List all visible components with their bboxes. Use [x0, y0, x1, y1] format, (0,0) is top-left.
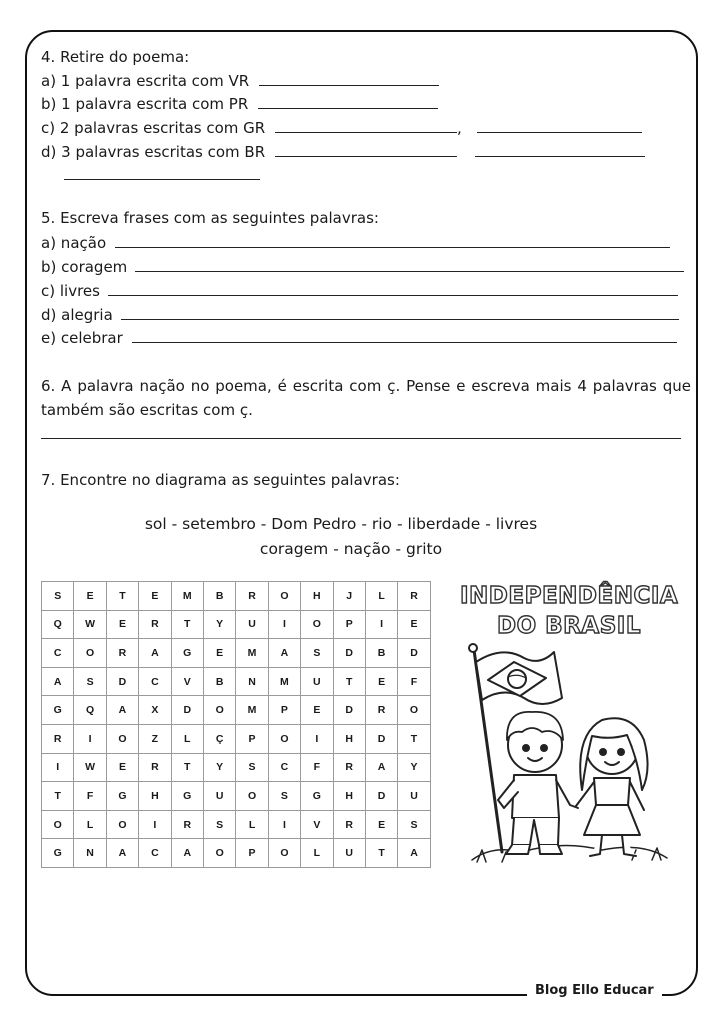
- grid-cell[interactable]: C: [139, 667, 171, 696]
- grid-cell[interactable]: U: [301, 667, 333, 696]
- grid-cell[interactable]: H: [301, 582, 333, 611]
- grid-cell[interactable]: E: [203, 639, 235, 668]
- grid-cell[interactable]: O: [42, 810, 74, 839]
- grid-cell[interactable]: E: [301, 696, 333, 725]
- q5-item-b-label: b) coragem: [41, 258, 128, 276]
- grid-cell[interactable]: R: [139, 753, 171, 782]
- grid-cell[interactable]: A: [268, 639, 300, 668]
- grid-cell[interactable]: T: [398, 724, 430, 753]
- grid-cell[interactable]: S: [301, 639, 333, 668]
- q4-item-c: [41, 118, 642, 138]
- grid-cell[interactable]: D: [365, 782, 397, 811]
- grid-cell[interactable]: R: [398, 582, 430, 611]
- grid-cell[interactable]: I: [301, 724, 333, 753]
- grid-cell[interactable]: P: [333, 610, 365, 639]
- answer-blank[interactable]: [108, 281, 678, 296]
- grid-row: [42, 724, 431, 753]
- grid-cell[interactable]: Ç: [203, 724, 235, 753]
- grid-cell[interactable]: G: [106, 782, 138, 811]
- q7-word-list-line1: sol - setembro - Dom Pedro - rio - liberdade - livres: [144, 515, 538, 533]
- grid-cell[interactable]: L: [236, 810, 268, 839]
- grid-cell[interactable]: O: [203, 696, 235, 725]
- grid-cell[interactable]: O: [268, 582, 300, 611]
- grid-cell[interactable]: G: [171, 639, 203, 668]
- grid-cell[interactable]: S: [398, 810, 430, 839]
- grid-cell[interactable]: S: [268, 782, 300, 811]
- answer-blank[interactable]: [475, 142, 645, 157]
- grid-row: [42, 667, 431, 696]
- answer-blank[interactable]: [477, 118, 642, 133]
- grid-cell[interactable]: E: [106, 753, 138, 782]
- grid-cell[interactable]: N: [74, 839, 106, 868]
- grid-cell[interactable]: E: [398, 610, 430, 639]
- grid-cell[interactable]: I: [268, 810, 300, 839]
- q4-item-b: [41, 94, 438, 114]
- q4-item-d: [41, 142, 645, 162]
- grid-cell[interactable]: C: [139, 839, 171, 868]
- grid-cell[interactable]: H: [333, 782, 365, 811]
- grid-row: [42, 582, 431, 611]
- answer-blank[interactable]: [275, 142, 457, 157]
- grid-cell[interactable]: I: [74, 724, 106, 753]
- grid-cell[interactable]: I: [365, 610, 397, 639]
- grid-cell[interactable]: S: [74, 667, 106, 696]
- grid-cell[interactable]: L: [365, 582, 397, 611]
- q4-item-a: [41, 71, 439, 91]
- grid-cell[interactable]: G: [42, 839, 74, 868]
- grid-cell[interactable]: V: [301, 810, 333, 839]
- grid-cell[interactable]: V: [171, 667, 203, 696]
- q5-item-c: [41, 281, 678, 301]
- grid-cell[interactable]: O: [236, 782, 268, 811]
- q4-separator: ,: [456, 119, 462, 137]
- grid-cell[interactable]: F: [301, 753, 333, 782]
- q5-item-d: [41, 305, 679, 325]
- grid-cell[interactable]: D: [171, 696, 203, 725]
- grid-cell[interactable]: T: [333, 667, 365, 696]
- grid-cell[interactable]: O: [398, 696, 430, 725]
- grid-cell[interactable]: D: [333, 639, 365, 668]
- grid-cell[interactable]: J: [333, 582, 365, 611]
- answer-blank[interactable]: [258, 94, 438, 109]
- grid-cell[interactable]: M: [236, 696, 268, 725]
- grid-cell[interactable]: O: [106, 724, 138, 753]
- grid-cell[interactable]: Q: [74, 696, 106, 725]
- q7-word-list-line2: coragem - nação - grito: [259, 540, 443, 558]
- grid-cell[interactable]: R: [333, 753, 365, 782]
- grid-cell[interactable]: A: [171, 839, 203, 868]
- grid-cell[interactable]: R: [106, 639, 138, 668]
- q5-item-e-label: e) celebrar: [41, 329, 123, 347]
- grid-cell[interactable]: D: [333, 696, 365, 725]
- q4-item-a-label: a) 1 palavra escrita com VR: [41, 72, 250, 90]
- grid-cell[interactable]: R: [333, 810, 365, 839]
- grid-cell[interactable]: U: [203, 782, 235, 811]
- q5-item-a: [41, 233, 670, 253]
- grid-cell[interactable]: I: [42, 753, 74, 782]
- grid-cell[interactable]: H: [333, 724, 365, 753]
- grid-cell[interactable]: Y: [203, 753, 235, 782]
- word-search-grid[interactable]: [41, 581, 431, 868]
- grid-row: [42, 610, 431, 639]
- grid-row: [42, 810, 431, 839]
- grid-cell[interactable]: P: [236, 839, 268, 868]
- grid-cell[interactable]: E: [139, 582, 171, 611]
- grid-cell[interactable]: B: [203, 582, 235, 611]
- grid-cell[interactable]: Z: [139, 724, 171, 753]
- grid-cell[interactable]: R: [42, 724, 74, 753]
- grid-cell[interactable]: T: [171, 610, 203, 639]
- grid-cell[interactable]: O: [106, 810, 138, 839]
- grid-row: [42, 839, 431, 868]
- q4-item-c-label: c) 2 palavras escritas com GR: [41, 119, 266, 137]
- grid-cell[interactable]: D: [398, 639, 430, 668]
- grid-cell[interactable]: F: [74, 782, 106, 811]
- q6-answer: [41, 424, 681, 444]
- grid-row: [42, 639, 431, 668]
- q5-item-c-label: c) livres: [41, 282, 100, 300]
- grid-cell[interactable]: R: [236, 582, 268, 611]
- grid-cell[interactable]: P: [268, 696, 300, 725]
- footer-credit: Blog Ello Educar: [527, 983, 662, 998]
- answer-blank[interactable]: [121, 305, 679, 320]
- illustration-title-line1: INDEPENDÊNCIA: [460, 583, 679, 609]
- grid-cell[interactable]: P: [236, 724, 268, 753]
- grid-row: [42, 753, 431, 782]
- grid-cell[interactable]: R: [171, 810, 203, 839]
- answer-blank[interactable]: [41, 424, 681, 439]
- grid-cell[interactable]: A: [106, 696, 138, 725]
- grid-row: [42, 782, 431, 811]
- q4-item-d-extra: [64, 165, 260, 185]
- grid-cell[interactable]: E: [106, 610, 138, 639]
- grid-cell[interactable]: B: [203, 667, 235, 696]
- grid-cell[interactable]: U: [333, 839, 365, 868]
- grid-cell[interactable]: A: [42, 667, 74, 696]
- grid-cell[interactable]: W: [74, 753, 106, 782]
- grid-row: [42, 696, 431, 725]
- grid-cell[interactable]: Q: [42, 610, 74, 639]
- grid-cell[interactable]: G: [171, 782, 203, 811]
- grid-cell[interactable]: T: [365, 839, 397, 868]
- answer-blank[interactable]: [259, 71, 439, 86]
- illustration-title-line2: DO BRASIL: [497, 613, 641, 639]
- grid-cell[interactable]: Y: [398, 753, 430, 782]
- grid-cell[interactable]: S: [42, 582, 74, 611]
- grid-cell[interactable]: G: [301, 782, 333, 811]
- grid-cell[interactable]: S: [236, 753, 268, 782]
- grid-cell[interactable]: E: [365, 667, 397, 696]
- q5-item-a-label: a) nação: [41, 234, 107, 252]
- grid-cell[interactable]: W: [74, 610, 106, 639]
- q4-item-b-label: b) 1 palavra escrita com PR: [41, 95, 249, 113]
- q6-text: 6. A palavra nação no poema, é escrita com ç. Pense e escreva mais 4 palavras que também são escritas com ç.: [41, 377, 691, 419]
- grid-cell[interactable]: O: [268, 724, 300, 753]
- grid-cell[interactable]: D: [365, 724, 397, 753]
- grid-cell[interactable]: A: [398, 839, 430, 868]
- grid-cell[interactable]: T: [171, 753, 203, 782]
- grid-cell[interactable]: T: [42, 782, 74, 811]
- q5-item-b: [41, 257, 684, 277]
- children-with-flag-illustration: [462, 640, 680, 876]
- answer-blank[interactable]: [115, 233, 670, 248]
- q5-item-e: [41, 328, 677, 348]
- grid-cell[interactable]: M: [268, 667, 300, 696]
- grid-cell[interactable]: C: [268, 753, 300, 782]
- q7-title: 7. Encontre no diagrama as seguintes palavras:: [41, 471, 400, 489]
- grid-cell[interactable]: U: [398, 782, 430, 811]
- grid-cell[interactable]: A: [365, 753, 397, 782]
- grid-cell[interactable]: O: [268, 839, 300, 868]
- grid-cell[interactable]: A: [106, 839, 138, 868]
- grid-cell[interactable]: R: [139, 610, 171, 639]
- answer-blank[interactable]: [132, 328, 677, 343]
- grid-cell[interactable]: M: [171, 582, 203, 611]
- grid-cell[interactable]: E: [365, 810, 397, 839]
- grid-cell[interactable]: S: [203, 810, 235, 839]
- grid-cell[interactable]: F: [398, 667, 430, 696]
- answer-blank[interactable]: [135, 257, 684, 272]
- grid-cell[interactable]: I: [268, 610, 300, 639]
- grid-cell[interactable]: B: [365, 639, 397, 668]
- grid-cell[interactable]: E: [74, 582, 106, 611]
- q5-title: 5. Escreva frases com as seguintes palavras:: [41, 209, 379, 227]
- q5-item-d-label: d) alegria: [41, 306, 113, 324]
- grid-cell[interactable]: M: [236, 639, 268, 668]
- grid-cell[interactable]: N: [236, 667, 268, 696]
- grid-cell[interactable]: A: [139, 639, 171, 668]
- grid-cell[interactable]: U: [236, 610, 268, 639]
- grid-cell[interactable]: R: [365, 696, 397, 725]
- grid-cell[interactable]: I: [139, 810, 171, 839]
- grid-cell[interactable]: L: [74, 810, 106, 839]
- grid-cell[interactable]: H: [139, 782, 171, 811]
- grid-cell[interactable]: O: [74, 639, 106, 668]
- q4-item-d-label: d) 3 palavras escritas com BR: [41, 143, 266, 161]
- grid-cell[interactable]: C: [42, 639, 74, 668]
- grid-cell[interactable]: D: [106, 667, 138, 696]
- grid-cell[interactable]: X: [139, 696, 171, 725]
- answer-blank[interactable]: [64, 165, 260, 180]
- grid-cell[interactable]: O: [301, 610, 333, 639]
- q4-title: 4. Retire do poema:: [41, 48, 190, 66]
- grid-cell[interactable]: Y: [203, 610, 235, 639]
- answer-blank[interactable]: [275, 118, 457, 133]
- grid-cell[interactable]: O: [203, 839, 235, 868]
- grid-cell[interactable]: L: [171, 724, 203, 753]
- grid-cell[interactable]: T: [106, 582, 138, 611]
- grid-cell[interactable]: L: [301, 839, 333, 868]
- grid-cell[interactable]: G: [42, 696, 74, 725]
